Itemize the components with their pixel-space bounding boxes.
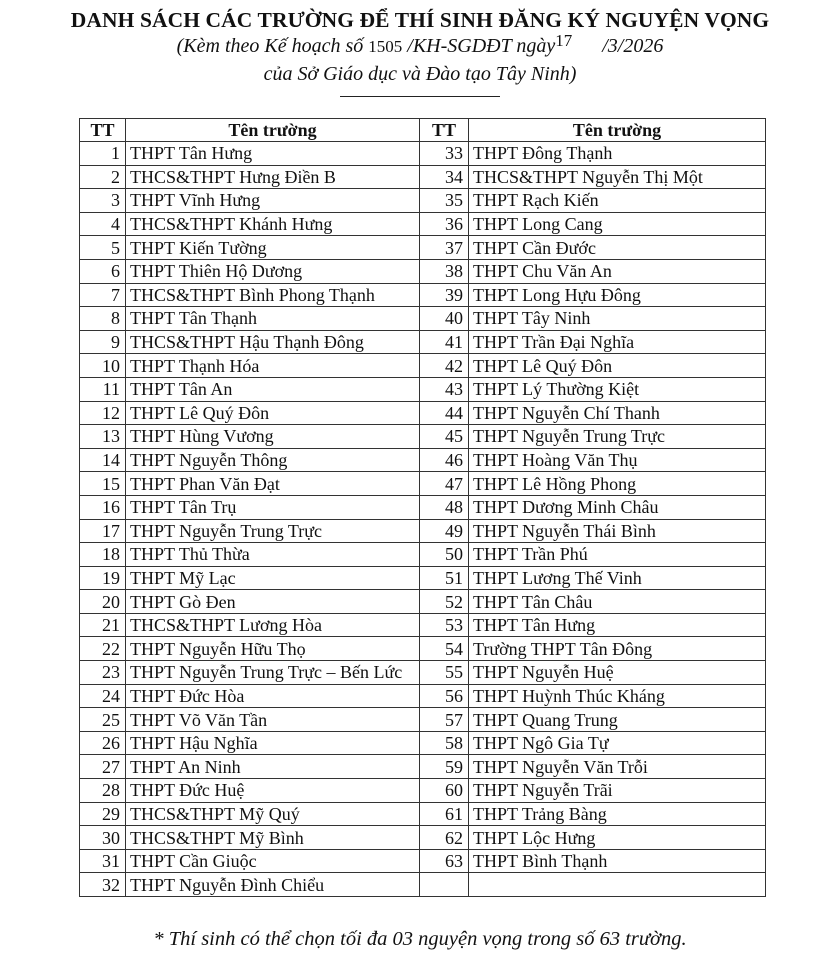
row-school-left: THPT Hùng Vương [126,425,420,449]
row-school-right: Trường THPT Tân Đông [469,637,766,661]
plan-day: 17 [555,31,573,50]
table-row [80,873,766,897]
row-tt-right: 35 [420,189,469,213]
row-school-right: THPT Rạch Kiến [469,189,766,213]
footnote: * Thí sinh có thể chọn tối đa 03 nguyện vọng trong số 63 trường. [153,928,687,950]
row-tt-left: 21 [80,613,126,637]
row-school-right: THPT Lý Thường Kiệt [469,377,766,401]
title-divider [340,96,500,97]
table-row [80,354,766,378]
row-school-left: THPT Nguyễn Trung Trực – Bến Lức [126,661,420,685]
row-tt-left: 19 [80,566,126,590]
row-school-right: THPT Đông Thạnh [469,142,766,166]
row-tt-left: 6 [80,259,126,283]
row-tt-left: 25 [80,708,126,732]
table-row [80,613,766,637]
row-school-left: THPT Kiến Tường [126,236,420,260]
row-tt-right: 37 [420,236,469,260]
row-school-left: THCS&THPT Bình Phong Thạnh [126,283,420,307]
table-row [80,566,766,590]
row-tt-right: 34 [420,165,469,189]
table-row [80,802,766,826]
table-header-row [80,119,766,142]
row-school-left: THPT Thiên Hộ Dương [126,259,420,283]
row-tt-right: 54 [420,637,469,661]
row-tt-right: 61 [420,802,469,826]
row-school-left: THPT Nguyễn Trung Trực [126,519,420,543]
row-school-left: THPT Thạnh Hóa [126,354,420,378]
row-tt-right: 48 [420,495,469,519]
row-tt-right: 59 [420,755,469,779]
table-row [80,307,766,331]
row-school-right: THPT Lê Quý Đôn [469,354,766,378]
plan-month-year: /3/2026 [602,35,664,57]
row-school-right: THPT Tân Hưng [469,613,766,637]
row-tt-left: 17 [80,519,126,543]
row-tt-left: 32 [80,873,126,897]
subtitle-reference [0,31,840,58]
row-school-left: THPT Nguyễn Đình Chiểu [126,873,420,897]
row-school-right: THPT Nguyễn Trãi [469,779,766,803]
row-school-left: THPT Cần Giuộc [126,849,420,873]
row-tt-left: 30 [80,826,126,850]
row-school-right: THPT Trần Phú [469,543,766,567]
row-tt-left: 10 [80,354,126,378]
row-tt-right: 45 [420,425,469,449]
row-school-right: THPT Hoàng Văn Thụ [469,448,766,472]
row-school-right: THPT Tây Ninh [469,307,766,331]
table-row [80,472,766,496]
row-school-left: THPT Gò Đen [126,590,420,614]
row-school-left: THPT Thủ Thừa [126,543,420,567]
row-school-right: THCS&THPT Nguyễn Thị Một [469,165,766,189]
table-row [80,401,766,425]
table-row [80,212,766,236]
row-tt-left: 20 [80,590,126,614]
row-school-right: THPT Trần Đại Nghĩa [469,330,766,354]
row-school-left: THPT Hậu Nghĩa [126,731,420,755]
row-tt-left: 8 [80,307,126,331]
row-school-left: THPT An Ninh [126,755,420,779]
row-school-left: THPT Nguyễn Thông [126,448,420,472]
row-tt-left: 3 [80,189,126,213]
row-tt-right: 55 [420,661,469,685]
row-tt-right: 36 [420,212,469,236]
row-school-left: THPT Tân An [126,377,420,401]
row-school-right: THPT Tân Châu [469,590,766,614]
row-tt-left: 11 [80,377,126,401]
row-tt-left: 16 [80,495,126,519]
table-row [80,519,766,543]
row-tt-left: 12 [80,401,126,425]
row-school-right: THPT Chu Văn An [469,259,766,283]
table-row [80,448,766,472]
row-tt-right: 60 [420,779,469,803]
header-tt-right: TT [420,119,469,142]
header-tt-left: TT [80,119,126,142]
row-tt-right: 49 [420,519,469,543]
table-row [80,543,766,567]
table-row [80,425,766,449]
row-tt-left: 23 [80,661,126,685]
row-school-left: THPT Mỹ Lạc [126,566,420,590]
row-tt-left: 5 [80,236,126,260]
row-tt-left: 22 [80,637,126,661]
row-school-left: THPT Tân Trụ [126,495,420,519]
row-school-left: THPT Đức Huệ [126,779,420,803]
school-table [79,118,766,897]
row-tt-right: 46 [420,448,469,472]
row-school-left: THPT Đức Hòa [126,684,420,708]
row-tt-right: 47 [420,472,469,496]
row-tt-right: 62 [420,826,469,850]
row-school-left: THCS&THPT Khánh Hưng [126,212,420,236]
row-school-right: THPT Bình Thạnh [469,849,766,873]
table-row [80,779,766,803]
row-school-right: THPT Nguyễn Trung Trực [469,425,766,449]
row-tt-right: 33 [420,142,469,166]
table-row [80,189,766,213]
row-tt-right: 53 [420,613,469,637]
row-school-left: THCS&THPT Mỹ Quý [126,802,420,826]
row-school-right: THPT Dương Minh Châu [469,495,766,519]
row-school-right: THPT Nguyễn Văn Trỗi [469,755,766,779]
row-tt-left: 18 [80,543,126,567]
row-school-left: THPT Nguyễn Hữu Thọ [126,637,420,661]
row-tt-right: 52 [420,590,469,614]
row-tt-right: 57 [420,708,469,732]
row-school-left: THCS&THPT Hậu Thạnh Đông [126,330,420,354]
row-school-right: THPT Lê Hồng Phong [469,472,766,496]
row-tt-left: 2 [80,165,126,189]
row-tt-left: 4 [80,212,126,236]
document-title: DANH SÁCH CÁC TRƯỜNG ĐỂ THÍ SINH ĐĂNG KÝ NGUYỆN VỌNG [70,8,770,32]
row-tt-right: 51 [420,566,469,590]
row-tt-left: 1 [80,142,126,166]
table-row [80,731,766,755]
row-tt-left: 28 [80,779,126,803]
row-tt-right: 58 [420,731,469,755]
row-tt-left: 29 [80,802,126,826]
row-school-right: THPT Long Cang [469,212,766,236]
row-tt-left: 27 [80,755,126,779]
table-row [80,142,766,166]
row-school-right: THPT Lộc Hưng [469,826,766,850]
row-school-left: THCS&THPT Mỹ Bình [126,826,420,850]
row-tt-right: 63 [420,849,469,873]
plan-number: 1505 [368,37,403,56]
table-row [80,849,766,873]
row-tt-right: 42 [420,354,469,378]
row-tt-right: 38 [420,259,469,283]
row-school-left: THPT Vĩnh Hưng [126,189,420,213]
row-school-left: THPT Phan Văn Đạt [126,472,420,496]
row-tt-right: 39 [420,283,469,307]
table-row [80,708,766,732]
table-row [80,661,766,685]
table-row [80,330,766,354]
row-school-right: THPT Nguyễn Thái Bình [469,519,766,543]
row-school-right: THPT Lương Thế Vinh [469,566,766,590]
row-tt-right: 40 [420,307,469,331]
row-tt-left: 26 [80,731,126,755]
row-school-right: THPT Nguyễn Chí Thanh [469,401,766,425]
row-tt-left: 15 [80,472,126,496]
row-tt-right: 43 [420,377,469,401]
row-tt-right: 56 [420,684,469,708]
row-tt-left: 24 [80,684,126,708]
row-school-right: THPT Cần Đước [469,236,766,260]
row-tt-left: 14 [80,448,126,472]
row-tt-left: 13 [80,425,126,449]
subtitle-prefix: (Kèm theo Kế hoạch số [176,35,369,57]
table-row [80,165,766,189]
row-school-left: THCS&THPT Lương Hòa [126,613,420,637]
row-school-left: THCS&THPT Hưng Điền B [126,165,420,189]
row-school-right: THPT Ngô Gia Tự [469,731,766,755]
table-row [80,495,766,519]
row-school-left: THPT Lê Quý Đôn [126,401,420,425]
table-row [80,637,766,661]
subtitle-issuer: của Sở Giáo dục và Đào tạo Tây Ninh) [263,63,577,85]
row-school-right: THPT Quang Trung [469,708,766,732]
table-row [80,755,766,779]
header-name-right: Tên trường [469,119,766,142]
row-school-right: THPT Huỳnh Thúc Kháng [469,684,766,708]
table-row [80,590,766,614]
row-school-right: THPT Trảng Bàng [469,802,766,826]
table-row [80,826,766,850]
table-row [80,259,766,283]
row-school-left: THPT Võ Văn Tần [126,708,420,732]
table-row [80,283,766,307]
table-row [80,684,766,708]
row-school-right [469,873,766,897]
table-row [80,377,766,401]
row-tt-left: 7 [80,283,126,307]
row-tt-right: 41 [420,330,469,354]
row-tt-right [420,873,469,897]
table-row [80,236,766,260]
subtitle-mid: /KH-SGDĐT ngày [402,35,556,57]
row-tt-right: 44 [420,401,469,425]
row-tt-right: 50 [420,543,469,567]
row-school-right: THPT Nguyễn Huệ [469,661,766,685]
row-tt-left: 9 [80,330,126,354]
row-school-left: THPT Tân Hưng [126,142,420,166]
row-school-right: THPT Long Hựu Đông [469,283,766,307]
row-tt-left: 31 [80,849,126,873]
row-school-left: THPT Tân Thạnh [126,307,420,331]
header-name-left: Tên trường [126,119,420,142]
